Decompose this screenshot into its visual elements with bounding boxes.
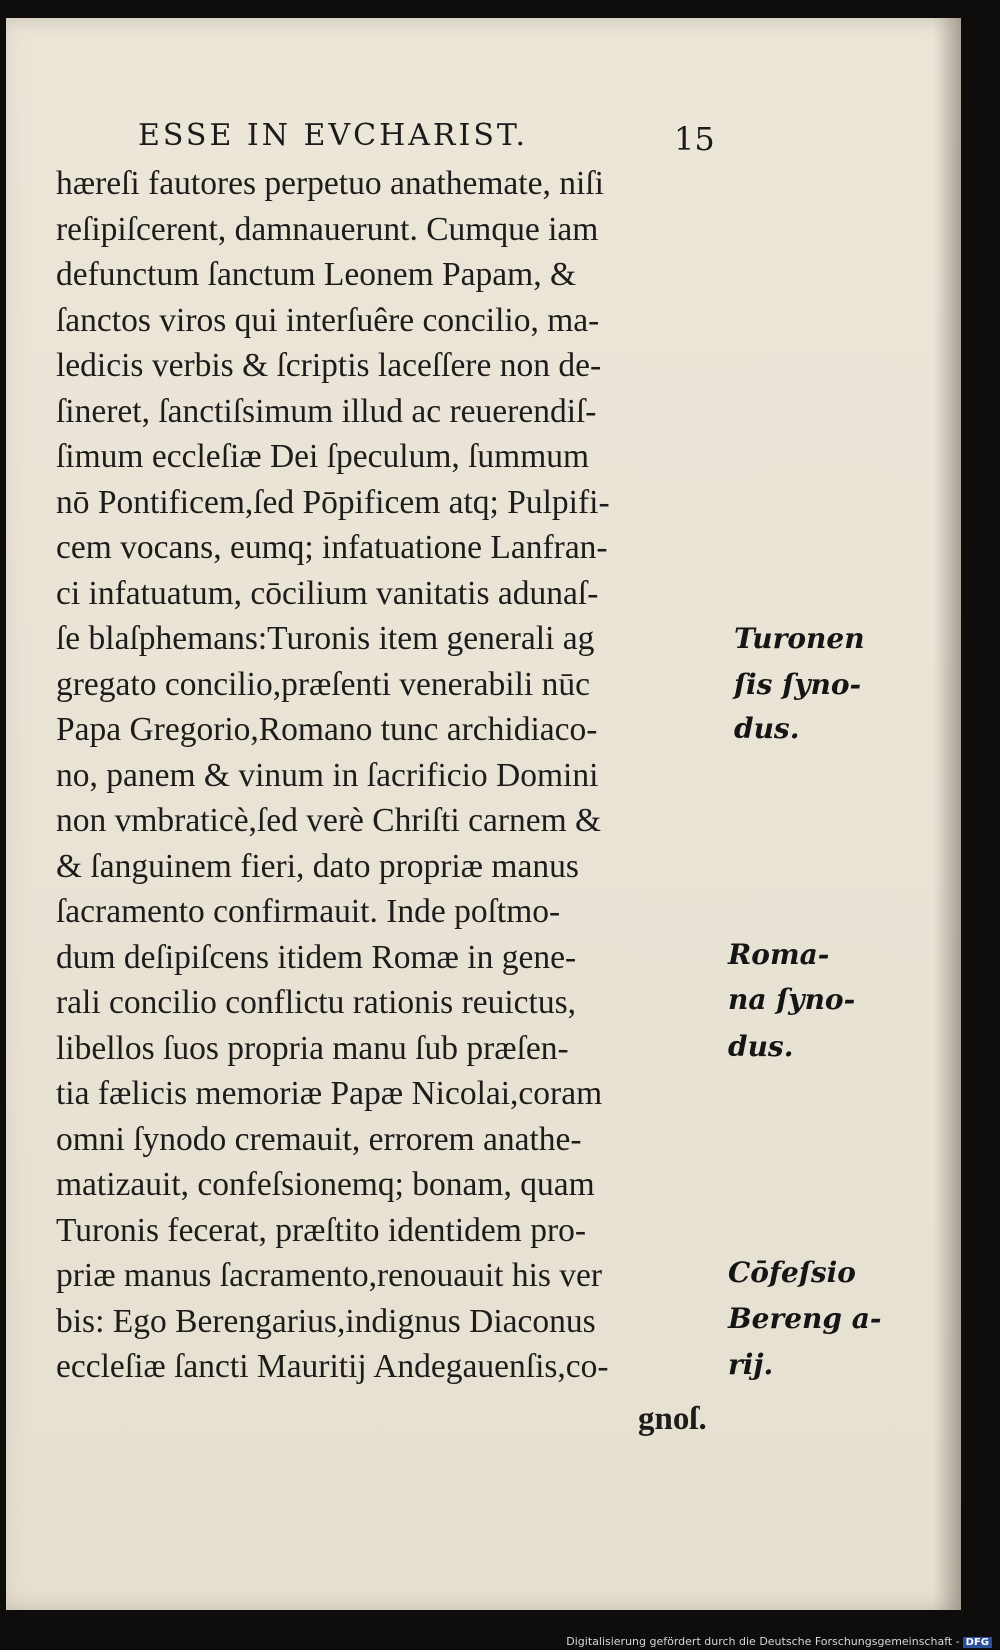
margin-note: dus. [734, 712, 800, 745]
margin-note: na ſyno- [728, 983, 856, 1016]
text-line: bis: Ego Berengarius,indignus Diaconus [56, 1302, 596, 1340]
body-text [56, 161, 756, 1390]
margin-note: Bereng a- [728, 1302, 882, 1335]
text-line: ci infatuatum, cōcilium vanitatis adunaſ- [56, 574, 599, 612]
text-line: ſe blaſphemans:Turonis item generali ag [56, 620, 595, 657]
book-page [6, 18, 961, 1610]
text-line: defunctum ſanctum Leonem Papam, & [56, 256, 577, 293]
text-line: Turonis fecerat, præſtito identidem pro- [56, 1211, 587, 1249]
text-line: cem vocans, eumq; infatuatione Lanfran- [56, 529, 608, 566]
digitization-credit [566, 1635, 992, 1648]
margin-note: Turonen [734, 622, 865, 655]
text-line: omni ſynodo cremauit, errorem anathe- [56, 1120, 582, 1158]
dfg-logo: DFG [963, 1637, 992, 1648]
text-line: dum deſipiſcens itidem Romæ in gene- [56, 938, 577, 976]
text-line: reſipiſcerent, damnauerunt. Cumque iam [56, 210, 599, 248]
text-line: & ſanguinem fieri, dato propriæ manus [56, 847, 579, 885]
text-line: ſacramento confirmauit. Inde poſtmo- [56, 893, 561, 930]
text-line: nō Pontificem,ſed Pōpificem atq; Pulpifi- [56, 483, 610, 521]
text-line: gregato concilio,præſenti venerabili nūc [56, 665, 590, 703]
text-line: matizauit, confeſsionemq; bonam, quam [56, 1166, 595, 1203]
catchword: gnoſ. [638, 1401, 707, 1437]
page-gutter-shadow [933, 18, 961, 1610]
running-head: ESSE IN EVCHARIST. [138, 118, 529, 153]
text-line: ſineret, ſanctiſsimum illud ac reuerendiſ- [56, 392, 597, 430]
text-line: non vmbraticè,ſed verè Chriſti carnem & [56, 802, 602, 839]
text-line: ledicis verbis & ſcriptis laceſſere non de- [56, 347, 602, 384]
margin-note: Cōfeſsio [728, 1256, 856, 1289]
text-line: priæ manus ſacramento,renouauit his ver [56, 1257, 603, 1294]
text-line: ſanctos viros qui interſuêre concilio, ma- [56, 301, 600, 339]
margin-note: rij. [728, 1348, 774, 1381]
folio-number: 15 [674, 120, 715, 158]
text-line: Papa Gregorio,Romano tunc archidiaco- [56, 711, 598, 748]
text-line: ſimum eccleſiæ Dei ſpeculum, ſummum [56, 438, 590, 475]
text-line: eccleſiæ ſancti Mauritij Andegauenſis,co- [56, 1348, 609, 1385]
margin-note: ſis ſyno- [734, 668, 862, 701]
text-line: libellos ſuos propria manu ſub præſen- [56, 1029, 569, 1067]
text-line: no, panem & vinum in ſacrificio Domini [56, 756, 599, 794]
margin-note: dus. [728, 1030, 794, 1063]
margin-note: Roma- [728, 938, 830, 971]
text-line: rali concilio conflictu rationis reuictus, [56, 984, 577, 1021]
credit-text: Digitalisierung gefördert durch die Deutsche Forschungsgemeinschaft - [566, 1635, 960, 1648]
text-line: tia fælicis memoriæ Papæ Nicolai,coram [56, 1075, 603, 1112]
text-line: hæreſi fautores perpetuo anathemate, niſi [56, 165, 604, 202]
